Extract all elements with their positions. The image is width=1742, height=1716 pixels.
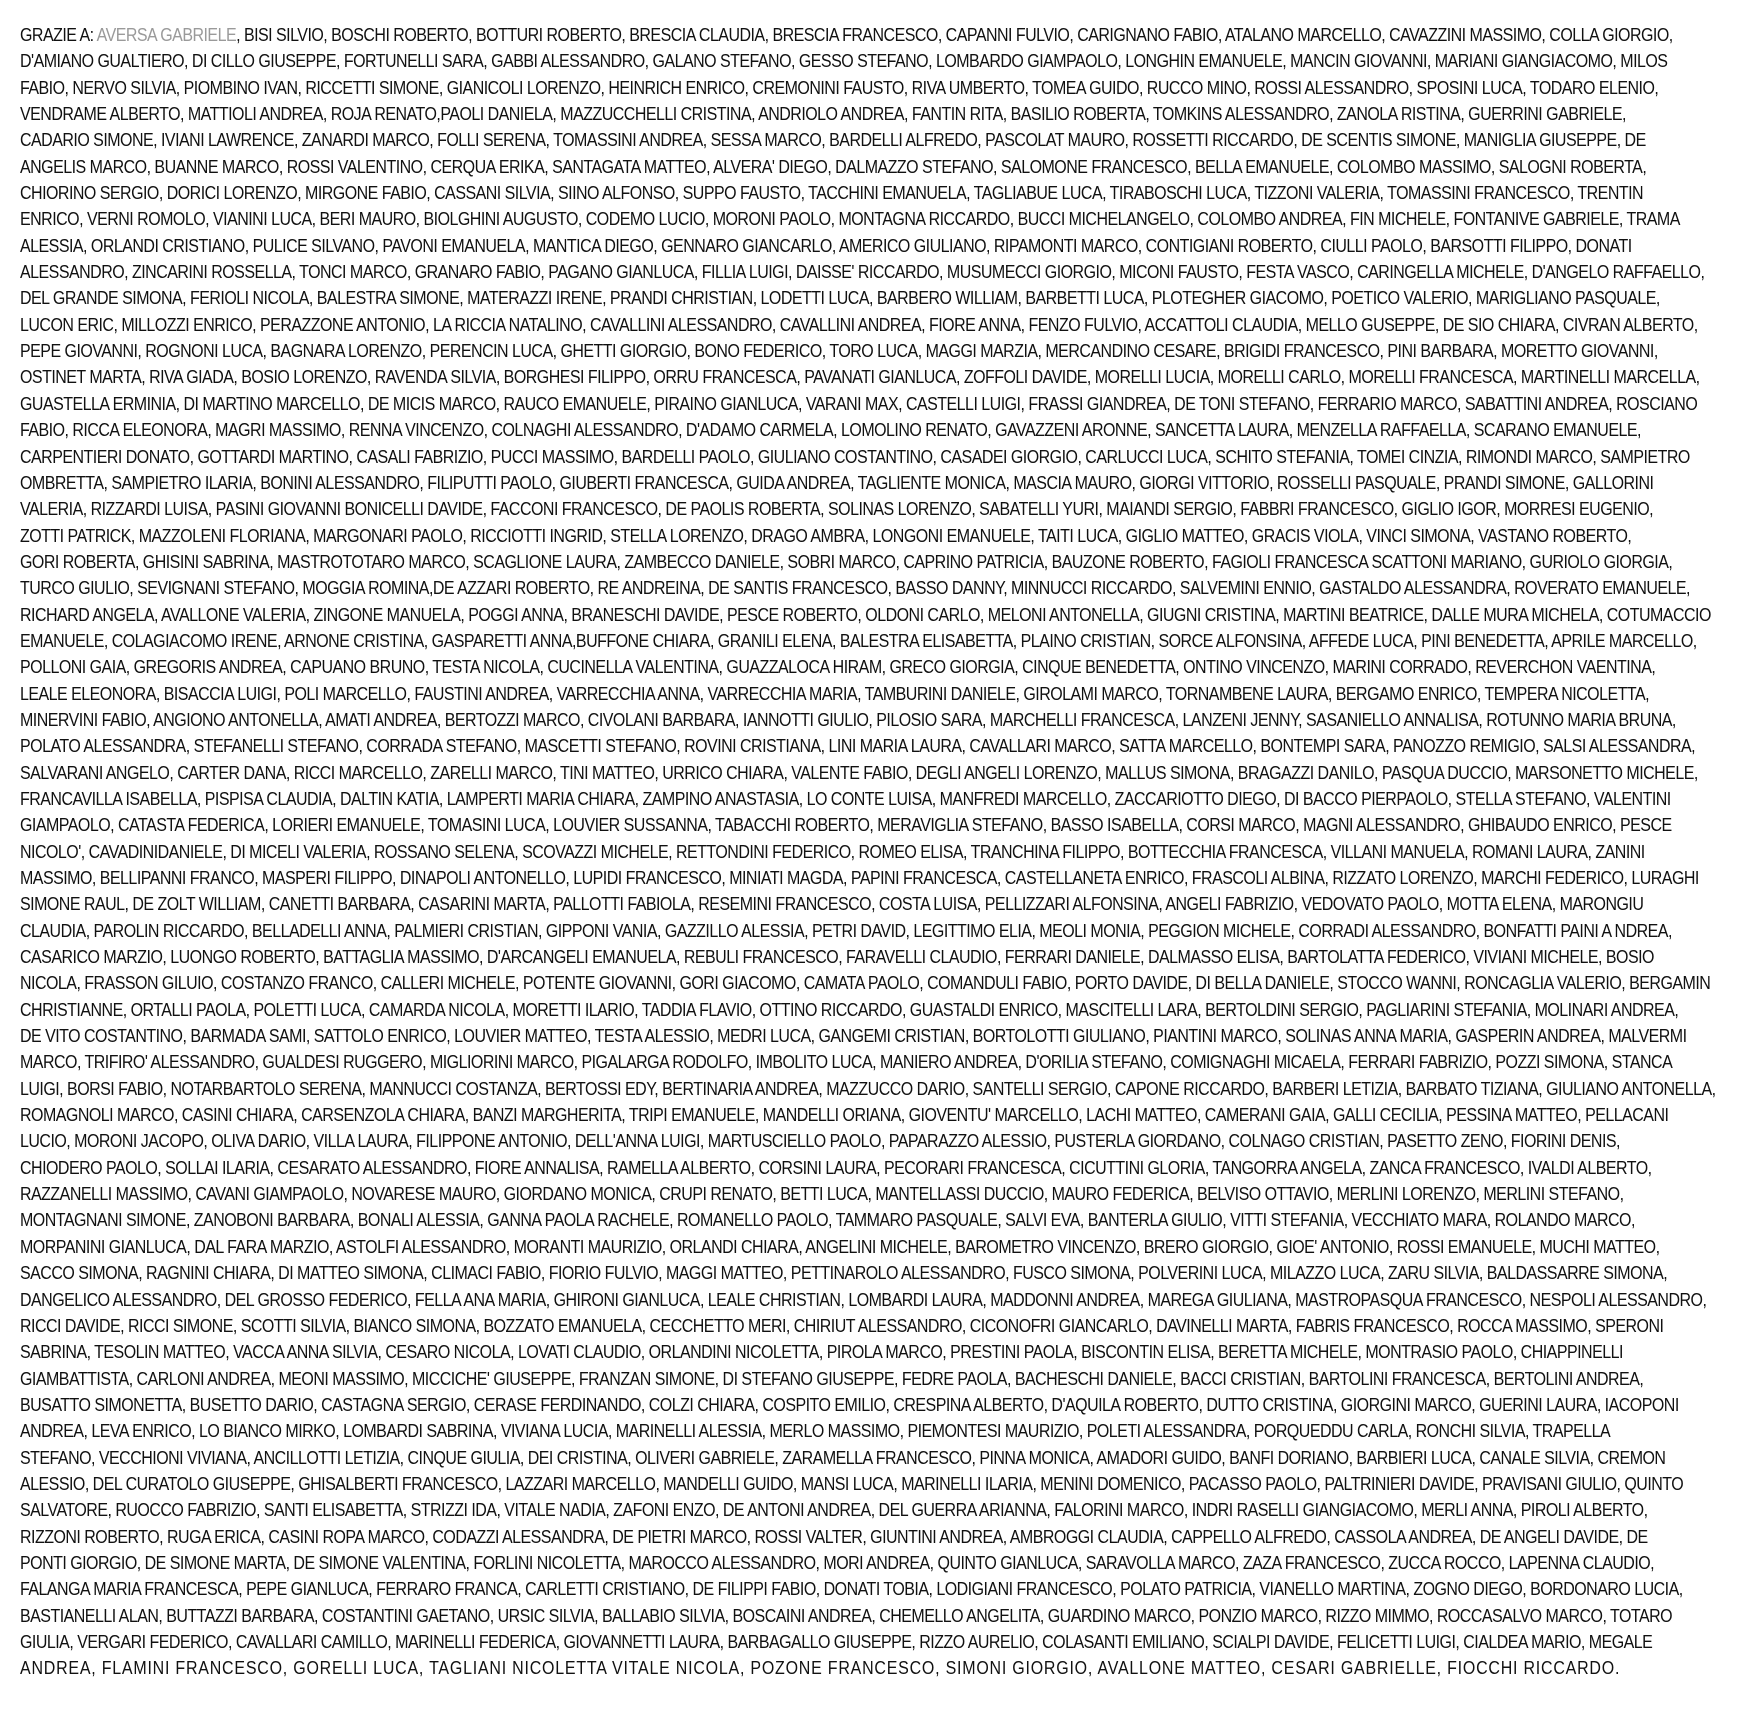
credits-line: OMBRETTA, SAMPIETRO ILARIA, BONINI ALESSANDRO, FILIPUTTI PAOLO, GIUBERTI FRANCESCA, GUIDA ANDREA, TAGLIENTE MONICA, MASCIA MAURO, GIORGI VITTORIO, ROSSELLI PASQUALE, PRANDI SIMONE, GALLORINI — [20, 471, 1654, 493]
credits-line: MARCO, TRIFIRO' ALESSANDRO, GUALDESI RUGGERO, MIGLIORINI MARCO, PIGALARGA RODOLFO, IMBOLITO LUCA, MANIERO ANDREA, D'ORILIA STEFANO, COMIGNAGHI MICAELA, FERRARI FABRIZIO, POZZI SIMONA, STANCA — [20, 1051, 1673, 1073]
credits-line: CADARIO SIMONE, IVIANI LAWRENCE, ZANARDI MARCO, FOLLI SERENA, TOMASSINI ANDREA, SESSA MARCO, BARDELLI ALFREDO, PASCOLAT MAURO, ROSSETTI RICCARDO, DE SCENTIS SIMONE, MANIGLIA GIUSEPPE, DE — [20, 129, 1646, 151]
credits-line: ALESSANDRO, ZINCARINI ROSSELLA, TONCI MARCO, GRANARO FABIO, PAGANO GIANLUCA, FILLIA LUIGI, DAISSE' RICCARDO, MUSUMECCI GIORGIO, MICONI FAUSTO, FESTA VASCO, CARINGELLA MICHELE, D'ANGELO RAFFAELLO, — [20, 261, 1705, 283]
credits-line: PONTI GIORGIO, DE SIMONE MARTA, DE SIMONE VALENTINA, FORLINI NICOLETTA, MAROCCO ALESSANDRO, MORI ANDREA, QUINTO GIANLUCA, SARAVOLLA MARCO, ZAZA FRANCESCO, ZUCCA ROCCO, LAPENNA CLAUDIO, — [20, 1551, 1655, 1573]
credits-line: DANGELICO ALESSANDRO, DEL GROSSO FEDERICO, FELLA ANA MARIA, GHIRONI GIANLUCA, LEALE CHRISTIAN, LOMBARDI LAURA, MADDONNI ANDREA, MAREGA GIULIANA, MASTROPASQUA FRANCESCO, NESPOLI ALESSANDRO, — [20, 1288, 1707, 1310]
credits-line: GIAMBATTISTA, CARLONI ANDREA, MEONI MASSIMO, MICCICHE' GIUSEPPE, FRANZAN SIMONE, DI STEFANO GIUSEPPE, FEDRE PAOLA, BACHESCHI DANIELE, BACCI CRISTIAN, BARTOLINI FRANCESCA, BERTOLINI ANDREA, — [20, 1367, 1644, 1389]
credits-line: MORPANINI GIANLUCA, DAL FARA MARZIO, ASTOLFI ALESSANDRO, MORANTI MAURIZIO, ORLANDI CHIARA, ANGELINI MICHELE, BAROMETRO VINCENZO, BRERO GIORGIO, GIOE' ANTONIO, ROSSI EMANUELE, MUCHI MATTEO, — [20, 1235, 1660, 1257]
credits-line: SALVATORE, RUOCCO FABRIZIO, SANTI ELISABETTA, STRIZZI IDA, VITALE NADIA, ZAFONI ENZO, DE ANTONI ANDREA, DEL GUERRA ARIANNA, FALORINI MARCO, INDRI RASELLI GIANGIACOMO, MERLI ANNA, PIROLI ALBERTO, — [20, 1499, 1648, 1521]
credits-line: FABIO, NERVO SILVIA, PIOMBINO IVAN, RICCETTI SIMONE, GIANICOLI LORENZO, HEINRICH ENRICO, CREMONINI FAUSTO, RIVA UMBERTO, TOMEA GUIDO, RUCCO MINO, ROSSI ALESSANDRO, SPOSINI LUCA, TODARO ELENIO, — [20, 76, 1659, 98]
credits-line: CHRISTIANNE, ORTALLI PAOLA, POLETTI LUCA, CAMARDA NICOLA, MORETTI ILARIO, TADDIA FLAVIO, OTTINO RICCARDO, GUASTALDI ENRICO, MASCITELLI LARA, BERTOLDINI SERGIO, PAGLIARINI STEFANIA, MOLINARI ANDREA, — [20, 998, 1679, 1020]
credits-line: EMANUELE, COLAGIACOMO IRENE, ARNONE CRISTINA, GASPARETTI ANNA,BUFFONE CHIARA, GRANILI ELENA, BALESTRA ELISABETTA, PLAINO CRISTIAN, SORCE ALFONSINA, AFFEDE LUCA, PINI BENEDETTA, APRILE MARCELLO, — [20, 629, 1697, 651]
credits-line: LUCON ERIC, MILLOZZI ENRICO, PERAZZONE ANTONIO, LA RICCIA NATALINO, CAVALLINI ALESSANDRO, CAVALLINI ANDREA, FIORE ANNA, FENZO FULVIO, ACCATTOLI CLAUDIA, MELLO GUSEPPE, DE SIO CHIARA, CIVRAN ALBERTO, — [20, 313, 1698, 335]
credits-line: MASSIMO, BELLIPANNI FRANCO, MASPERI FILIPPO, DINAPOLI ANTONELLO, LUPIDI FRANCESCO, MINIATI MAGDA, PAPINI FRANCESCA, CASTELLANETA ENRICO, FRASCOLI ALBINA, RIZZATO LORENZO, MARCHI FEDERICO, LURAGHI — [20, 867, 1699, 888]
credits-line: BUSATTO SIMONETTA, BUSETTO DARIO, CASTAGNA SERGIO, CERASE FERDINANDO, COLZI CHIARA, COSPITO EMILIO, CRESPINA ALBERTO, D'AQUILA ROBERTO, DUTTO CRISTINA, GIORGINI MARCO, GUERINI LAURA, IACOPONI — [20, 1393, 1679, 1415]
credits-line: POLATO ALESSANDRA, STEFANELLI STEFANO, CORRADA STEFANO, MASCETTI STEFANO, ROVINI CRISTIANA, LINI MARIA LAURA, CAVALLARI MARCO, SATTA MARCELLO, BONTEMPI SARA, PANOZZO REMIGIO, SALSI ALESSANDRA, — [20, 735, 1696, 757]
credits-line: ALESSIO, DEL CURATOLO GIUSEPPE, GHISALBERTI FRANCESCO, LAZZARI MARCELLO, MANDELLI GUIDO, MANSI LUCA, MARINELLI ILARIA, MENINI DOMENICO, PACASSO PAOLO, PALTRINIERI DAVIDE, PRAVISANI GIULIO, QUINTO — [20, 1472, 1684, 1494]
credits-line-text: , BISI SILVIO, BOSCHI ROBERTO, BOTTURI ROBERTO, BRESCIA CLAUDIA, BRESCIA FRANCESCO, CAPANNI FULVIO, CARIGNANO FABIO, ATALANO MARCELLO, CAVAZZINI MASSIMO, COLLA GIORGIO, — [236, 24, 1673, 45]
credits-line: NICOLA, FRASSON GILUIO, COSTANZO FRANCO, CALLERI MICHELE, POTENTE GIOVANNI, GORI GIACOMO, CAMATA PAOLO, COMANDULI FABIO, PORTO DAVIDE, DI BELLA DANIELE, STOCCO WANNI, RONCAGLIA VALERIO, BERGAMIN — [20, 972, 1711, 994]
credits-line: GUASTELLA ERMINIA, DI MARTINO MARCELLO, DE MICIS MARCO, RAUCO EMANUELE, PIRAINO GIANLUCA, VARANI MAX, CASTELLI LUIGI, FRASSI GIANDREA, DE TONI STEFANO, FERRARIO MARCO, SABATTINI ANDREA, ROSCIANO — [20, 392, 1698, 414]
credits-line: SIMONE RAUL, DE ZOLT WILLIAM, CANETTI BARBARA, CASARINI MARTA, PALLOTTI FABIOLA, RESEMINI FRANCESCO, COSTA LUISA, PELLIZZARI ALFONSINA, ANGELI FABRIZIO, VEDOVATO PAOLO, MOTTA ELENA, MARONGIU — [20, 893, 1644, 915]
credits-line: LUIGI, BORSI FABIO, NOTARBARTOLO SERENA, MANNUCCI COSTANZA, BERTOSSI EDY, BERTINARIA ANDREA, MAZZUCCO DARIO, SANTELLI SERGIO, CAPONE RICCARDO, BARBERI LETIZIA, BARBATO TIZIANA, GIULIANO ANTONELLA, — [20, 1077, 1716, 1099]
credits-line: BASTIANELLI ALAN, BUTTAZZI BARBARA, COSTANTINI GAETANO, URSIC SILVIA, BALLABIO SILVIA, BOSCAINI ANDREA, CHEMELLO ANGELITA, GUARDINO MARCO, PONZIO MARCO, RIZZO MIMMO, ROCCASALVO MARCO, TOTARO — [20, 1604, 1673, 1626]
credits-line: TURCO GIULIO, SEVIGNANI STEFANO, MOGGIA ROMINA,DE AZZARI ROBERTO, RE ANDREINA, DE SANTIS FRANCESCO, BASSO DANNY, MINNUCCI RICCARDO, SALVEMINI ENNIO, GASTALDO ALESSANDRA, ROVERATO EMANUELE, — [20, 577, 1690, 599]
credits-line: ANGELIS MARCO, BUANNE MARCO, ROSSI VALENTINO, CERQUA ERIKA, SANTAGATA MATTEO, ALVERA' DIEGO, DALMAZZO STEFANO, SALOMONE FRANCESCO, BELLA EMANUELE, COLOMBO MASSIMO, SALOGNI ROBERTA, — [20, 155, 1647, 177]
credits-line: POLLONI GAIA, GREGORIS ANDREA, CAPUANO BRUNO, TESTA NICOLA, CUCINELLA VALENTINA, GUAZZALOCA HIRAM, GRECO GIORGIA, CINQUE BENEDETTA, ONTINO VINCENZO, MARINI CORRADO, REVERCHON VAENTINA, — [20, 656, 1656, 678]
credits-line: D'AMIANO GUALTIERO, DI CILLO GIUSEPPE, FORTUNELLI SARA, GABBI ALESSANDRO, GALANO STEFANO, GESSO STEFANO, LOMBARDO GIAMPAOLO, LONGHIN EMANUELE, MANCIN GIOVANNI, MARIANI GIANGIACOMO, MILOS — [20, 50, 1668, 72]
credits-line: SABRINA, TESOLIN MATTEO, VACCA ANNA SILVIA, CESARO NICOLA, LOVATI CLAUDIO, ORLANDINI NICOLETTA, PIROLA MARCO, PRESTINI PAOLA, BISCONTIN ELISA, BERETTA MICHELE, MONTRASIO PAOLO, CHIAPPINELLI — [20, 1341, 1623, 1363]
credits-line: CHIODERO PAOLO, SOLLAI ILARIA, CESARATO ALESSANDRO, FIORE ANNALISA, RAMELLA ALBERTO, CORSINI LAURA, PECORARI FRANCESCA, CICUTTINI GLORIA, TANGORRA ANGELA, ZANCA FRANCESCO, IVALDI ALBERTO, — [20, 1156, 1652, 1178]
credits-line: ENRICO, VERNI ROMOLO, VIANINI LUCA, BERI MAURO, BIOLGHINI AUGUSTO, CODEMO LUCIO, MORONI PAOLO, MONTAGNA RICCARDO, BUCCI MICHELANGELO, COLOMBO ANDREA, FIN MICHELE, FONTANIVE GABRIELE, TRAMA — [20, 208, 1680, 230]
credits-line: OSTINET MARTA, RIVA GIADA, BOSIO LORENZO, RAVENDA SILVIA, BORGHESI FILIPPO, ORRU FRANCESCA, PAVANATI GIANLUCA, ZOFFOLI DAVIDE, MORELLI LUCIA, MORELLI CARLO, MORELLI FRANCESCA, MARTINELLI MARCELLA, — [20, 366, 1700, 388]
credits-line: VALERIA, RIZZARDI LUISA, PASINI GIOVANNI BONICELLI DAVIDE, FACCONI FRANCESCO, DE PAOLIS ROBERTA, SOLINAS LORENZO, SABATELLI YURI, MAIANDI SERGIO, FABBRI FRANCESCO, GIGLIO IGOR, MORRESI EUGENIO, — [20, 498, 1654, 520]
credits-line: ALESSIA, ORLANDI CRISTIANO, PULICE SILVANO, PAVONI EMANUELA, MANTICA DIEGO, GENNARO GIANCARLO, AMERICO GIULIANO, RIPAMONTI MARCO, CONTIGIANI ROBERTO, CIULLI PAOLO, BARSOTTI FILIPPO, DONATI — [20, 234, 1632, 256]
credits-line: SACCO SIMONA, RAGNINI CHIARA, DI MATTEO SIMONA, CLIMACI FABIO, FIORIO FULVIO, MAGGI MATTEO, PETTINAROLO ALESSANDRO, FUSCO SIMONA, POLVERINI LUCA, MILAZZO LUCA, ZARU SILVIA, BALDASSARRE SIMONA, — [20, 1262, 1668, 1284]
credits-line: DEL GRANDE SIMONA, FERIOLI NICOLA, BALESTRA SIMONE, MATERAZZI IRENE, PRANDI CHRISTIAN, LODETTI LUCA, BARBERO WILLIAM, BARBETTI LUCA, PLOTEGHER GIACOMO, POETICO VALERIO, MARIGLIANO PASQUALE, — [20, 287, 1660, 309]
credits-line: NICOLO', CAVADINIDANIELE, DI MICELI VALERIA, ROSSANO SELENA, SCOVAZZI MICHELE, RETTONDINI FEDERICO, ROMEO ELISA, TRANCHINA FILIPPO, BOTTECCHIA FRANCESCA, VILLANI MANUELA, ROMANI LAURA, ZANINI — [20, 840, 1645, 862]
credits-line: DE VITO COSTANTINO, BARMADA SAMI, SATTOLO ENRICO, LOUVIER MATTEO, TESTA ALESSIO, MEDRI LUCA, GANGEMI CRISTIAN, BORTOLOTTI GIULIANO, PIANTINI MARCO, SOLINAS ANNA MARIA, GASPERIN ANDREA, MALVERMI — [20, 1025, 1687, 1047]
credits-line: FRANCAVILLA ISABELLA, PISPISA CLAUDIA, DALTIN KATIA, LAMPERTI MARIA CHIARA, ZAMPINO ANASTASIA, LO CONTE LUISA, MANFREDI MARCELLO, ZACCARIOTTO DIEGO, DI BACCO PIERPAOLO, STELLA STEFANO, VALENTINI — [20, 787, 1671, 809]
credits-line: GORI ROBERTA, GHISINI SABRINA, MASTROTOTARO MARCO, SCAGLIONE LAURA, ZAMBECCO DANIELE, SOBRI MARCO, CAPRINO PATRICIA, BAUZONE ROBERTO, FAGIOLI FRANCESCA SCATTONI MARIANO, GURIOLO GIORGIA, — [20, 550, 1673, 572]
credits-line: SALVARANI ANGELO, CARTER DANA, RICCI MARCELLO, ZARELLI MARCO, TINI MATTEO, URRICO CHIARA, VALENTE FABIO, DEGLI ANGELI LORENZO, MALLUS SIMONA, BRAGAZZI DANILO, PASQUA DUCCIO, MARSONETTO MICHELE, — [20, 761, 1698, 783]
credits-line: LUCIO, MORONI JACOPO, OLIVA DARIO, VILLA LAURA, FILIPPONE ANTONIO, DELL'ANNA LUIGI, MARTUSCIELLO PAOLO, PAPARAZZO ALESSIO, PUSTERLA GIORDANO, COLNAGO CRISTIAN, PASETTO ZENO, FIORINI DENIS, — [20, 1130, 1620, 1152]
credits-line: VENDRAME ALBERTO, MATTIOLI ANDREA, ROJA RENATO,PAOLI DANIELA, MAZZUCCHELLI CRISTINA, ANDRIOLO ANDREA, FANTIN RITA, BASILIO ROBERTA, TOMKINS ALESSANDRO, ZANOLA RISTINA, GUERRINI GABRIELE, — [20, 103, 1626, 125]
credits-line: MINERVINI FABIO, ANGIONO ANTONELLA, AMATI ANDREA, BERTOZZI MARCO, CIVOLANI BARBARA, IANNOTTI GIULIO, PILOSIO SARA, MARCHELLI FRANCESCA, LANZENI JENNY, SASANIELLO ANNALISA, ROTUNNO MARIA BRUNA, — [20, 708, 1676, 730]
credits-line: CHIORINO SERGIO, DORICI LORENZO, MIRGONE FABIO, CASSANI SILVIA, SIINO ALFONSO, SUPPO FAUSTO, TACCHINI EMANUELA, TAGLIABUE LUCA, TIRABOSCHI LUCA, TIZZONI VALERIA, TOMASSINI FRANCESCO, TRENTIN — [20, 182, 1644, 204]
credits-line: STEFANO, VECCHIONI VIVIANA, ANCILLOTTI LETIZIA, CINQUE GIULIA, DEI CRISTINA, OLIVERI GABRIELE, ZARAMELLA FRANCESCO, PINNA MONICA, AMADORI GUIDO, BANFI DORIANO, BARBIERI LUCA, CANALE SILVIA, CREMON — [20, 1446, 1666, 1468]
credits-line: CARPENTIERI DONATO, GOTTARDI MARTINO, CASALI FABRIZIO, PUCCI MASSIMO, BARDELLI PAOLO, GIULIANO COSTANTINO, CASADEI GIORGIO, CARLUCCI LUCA, SCHITO STEFANIA, TOMEI CINZIA, RIMONDI MARCO, SAMPIETRO — [20, 445, 1690, 467]
credits-line: GIAMPAOLO, CATASTA FEDERICA, LORIERI EMANUELE, TOMASINI LUCA, LOUVIER SUSSANNA, TABACCHI ROBERTO, MERAVIGLIA STEFANO, BASSO ISABELLA, CORSI MARCO, MAGNI ALESSANDRO, GHIBAUDO ENRICO, PESCE — [20, 814, 1672, 836]
thanks-label: GRAZIE A: — [20, 24, 97, 45]
credits-line: PEPE GIOVANNI, ROGNONI LUCA, BAGNARA LORENZO, PERENCIN LUCA, GHETTI GIORGIO, BONO FEDERICO, TORO LUCA, MAGGI MARZIA, MERCANDINO CESARE, BRIGIDI FRANCESCO, PINI BARBARA, MORETTO GIOVANNI, — [20, 340, 1658, 362]
faded-name: AVERSA GABRIELE — [96, 24, 237, 45]
credits-line: ANDREA, LEVA ENRICO, LO BIANCO MIRKO, LOMBARDI SABRINA, VIVIANA LUCIA, MARINELLI ALESSIA, MERLO MASSIMO, PIEMONTESI MAURIZIO, POLETI ALESSANDRA, PORQUEDDU CARLA, RONCHI SILVIA, TRAPELLA — [20, 1420, 1611, 1442]
credits-line: MONTAGNANI SIMONE, ZANOBONI BARBARA, BONALI ALESSIA, GANNA PAOLA RACHELE, ROMANELLO PAOLO, TAMMARO PASQUALE, SALVI EVA, BANTERLA GIULIO, VITTI STEFANIA, VECCHIATO MARA, ROLANDO MARCO, — [20, 1209, 1635, 1231]
credits-line: GIULIA, VERGARI FEDERICO, CAVALLARI CAMILLO, MARINELLI FEDERICA, GIOVANNETTI LAURA, BARBAGALLO GIUSEPPE, RIZZO AURELIO, COLASANTI EMILIANO, SCIALPI DAVIDE, FELICETTI LUIGI, CIALDEA MARIO, MEGALE — [20, 1630, 1653, 1652]
credits-line: RIZZONI ROBERTO, RUGA ERICA, CASINI ROPA MARCO, CODAZZI ALESSANDRA, DE PIETRI MARCO, ROSSI VALTER, GIUNTINI ANDREA, AMBROGGI CLAUDIA, CAPPELLO ALFREDO, CASSOLA ANDREA, DE ANGELI DAVIDE, DE — [20, 1525, 1648, 1547]
credits-line: ROMAGNOLI MARCO, CASINI CHIARA, CARSENZOLA CHIARA, BANZI MARGHERITA, TRIPI EMANUELE, MANDELLI ORIANA, GIOVENTU' MARCELLO, LACHI MATTEO, CAMERANI GAIA, GALLI CECILIA, PESSINA MATTEO, PELLACANI — [20, 1104, 1669, 1126]
credits-line: ANDREA, FLAMINI FRANCESCO, GORELLI LUCA, TAGLIANI NICOLETTA VITALE NICOLA, POZONE FRANCESCO, SIMONI GIORGIO, AVALLONE MATTEO, CESARI GABRIELLE, FIOCCHI RICCARDO. — [20, 1657, 1621, 1679]
credits-line: ZOTTI PATRICK, MAZZOLENI FLORIANA, MARGONARI PAOLO, RICCIOTTI INGRID, STELLA LORENZO, DRAGO AMBRA, LONGONI EMANUELE, TAITI LUCA, GIGLIO MATTEO, GRACIS VIOLA, VINCI SIMONA, VASTANO ROBERTO, — [20, 524, 1632, 546]
credits-text-block — [20, 22, 1716, 1682]
credits-line: RICCI DAVIDE, RICCI SIMONE, SCOTTI SILVIA, BIANCO SIMONA, BOZZATO EMANUELA, CECCHETTO MERI, CHIRIUT ALESSANDRO, CICONOFRI GIANCARLO, DAVINELLI MARTA, FABRIS FRANCESCO, ROCCA MASSIMO, SPERONI — [20, 1314, 1664, 1336]
credits-line: RAZZANELLI MASSIMO, CAVANI GIAMPAOLO, NOVARESE MAURO, GIORDANO MONICA, CRUPI RENATO, BETTI LUCA, MANTELLASSI DUCCIO, MAURO FEDERICA, BELVISO OTTAVIO, MERLINI LORENZO, MERLINI STEFANO, — [20, 1183, 1624, 1205]
credits-line: CASARICO MARZIO, LUONGO ROBERTO, BATTAGLIA MASSIMO, D'ARCANGELI EMANUELA, REBULI FRANCESCO, FARAVELLI CLAUDIO, FERRARI DANIELE, DALMASSO ELISA, BARTOLATTA FEDERICO, VIVIANI MICHELE, BOSIO — [20, 946, 1654, 968]
credits-line: CLAUDIA, PAROLIN RICCARDO, BELLADELLI ANNA, PALMIERI CRISTIAN, GIPPONI VANIA, GAZZILLO ALESSIA, PETRI DAVID, LEGITTIMO ELIA, MEOLI MONIA, PEGGION MICHELE, CORRADI ALESSANDRO, BONFATTI PAINI A NDREA, — [20, 919, 1672, 941]
credits-line: FALANGA MARIA FRANCESCA, PEPE GIANLUCA, FERRARO FRANCA, CARLETTI CRISTIANO, DE FILIPPI FABIO, DONATI TOBIA, LODIGIANI FRANCESCO, POLATO PATRICIA, VIANELLO MARTINA, ZOGNO DIEGO, BORDONARO LUCIA, — [20, 1578, 1683, 1600]
credits-line: RICHARD ANGELA, AVALLONE VALERIA, ZINGONE MANUELA, POGGI ANNA, BRANESCHI DAVIDE, PESCE ROBERTO, OLDONI CARLO, MELONI ANTONELLA, GIUGNI CRISTINA, MARTINI BEATRICE, DALLE MURA MICHELA, COTUMACCIO — [20, 603, 1711, 625]
credits-line: FABIO, RICCA ELEONORA, MAGRI MASSIMO, RENNA VINCENZO, COLNAGHI ALESSANDRO, D'ADAMO CARMELA, LOMOLINO RENATO, GAVAZZENI ARONNE, SANCETTA LAURA, MENZELLA RAFFAELLA, SCARANO EMANUELE, — [20, 419, 1641, 441]
credits-line: LEALE ELEONORA, BISACCIA LUIGI, POLI MARCELLO, FAUSTINI ANDREA, VARRECCHIA ANNA, VARRECCHIA MARIA, TAMBURINI DANIELE, GIROLAMI MARCO, TORNAMBENE LAURA, BERGAMO ENRICO, TEMPERA NICOLETTA, — [20, 682, 1650, 704]
credits-line — [20, 22, 1673, 48]
